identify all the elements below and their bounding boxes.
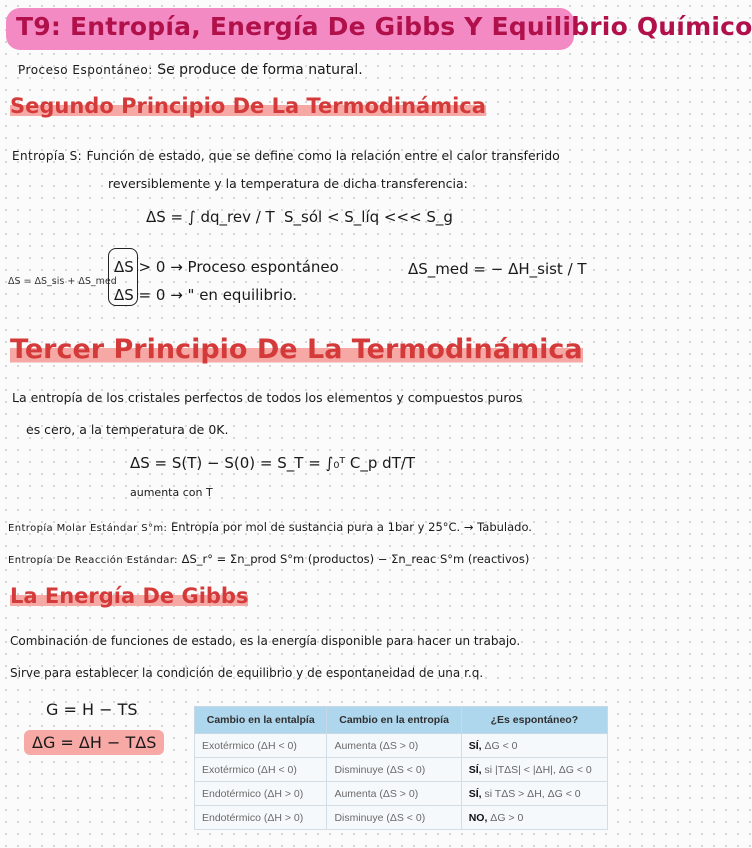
cell-answer: [461, 806, 607, 830]
third-law-line1: La entropía de los cristales perfectos de todos los elementos y compuestos puros: [12, 390, 523, 405]
spontaneity-table: [194, 706, 608, 830]
formula-note: aumenta con T: [130, 486, 213, 499]
header-spontaneous: ¿Es espontáneo?: [461, 707, 607, 734]
condition-spontaneous: ΔS > 0 → Proceso espontáneo: [114, 258, 339, 276]
cell-entropy: Aumenta (ΔS > 0): [327, 782, 461, 806]
answer-condition: si |TΔS| < |ΔH|, ΔG < 0: [481, 763, 592, 776]
cell-enthalpy: Endotérmico (ΔH > 0): [195, 782, 327, 806]
formula-dsmed: ΔS_med = − ΔH_sist / T: [408, 260, 587, 278]
answer-verdict: NO,: [468, 811, 488, 824]
cell-entropy: Disminuye (ΔS < 0): [327, 806, 461, 830]
header-entropy: Cambio en la entropía: [327, 707, 461, 734]
cell-enthalpy: Endotérmico (ΔH > 0): [195, 806, 327, 830]
third-law-line2: es cero, a la temperatura de 0K.: [26, 422, 229, 437]
answer-condition: ΔG > 0: [487, 811, 524, 824]
intro-label: Proceso Espontáneo:: [18, 63, 153, 77]
intro-line: [18, 62, 363, 78]
gibbs-eq-dg: ΔG = ΔH − TΔS: [24, 730, 164, 755]
gibbs-eq-g: G = H − TS: [46, 700, 138, 719]
answer-condition: si TΔS > ΔH, ΔG < 0: [481, 787, 581, 800]
formula-delta-s: ΔS = ∫ dq_rev / T: [146, 208, 275, 226]
answer-verdict: SÍ,: [468, 787, 482, 800]
cell-answer: [461, 734, 607, 758]
cell-answer: [461, 758, 607, 782]
header-enthalpy: Cambio en la entalpía: [195, 707, 327, 734]
cell-answer: [461, 782, 607, 806]
entropy-definition-line1: [12, 148, 560, 164]
intro-text: Se produce de forma natural.: [157, 62, 363, 78]
cell-enthalpy: Exotérmico (ΔH < 0): [195, 734, 327, 758]
reaction-formula: ΔS_r° = Σn_prod S°m (productos) − Σn_reac S°m (reactivos): [181, 552, 530, 566]
entropy-definition-line2: reversiblemente y la temperatura de dicha transferencia:: [108, 176, 468, 191]
cell-entropy: Disminuye (ΔS < 0): [327, 758, 461, 782]
answer-verdict: SÍ,: [468, 763, 482, 776]
std-molar-label: Entropía Molar Estándar S°m:: [8, 523, 168, 534]
page-title: T9: Entropía, Energía De Gibbs Y Equilibrio Químico: [16, 12, 752, 41]
table-row: [195, 782, 608, 806]
answer-verdict: SÍ,: [468, 739, 482, 752]
condition-equilibrium: ΔS = 0 → " en equilibrio.: [114, 286, 298, 304]
gibbs-line2: Sirve para establecer la condición de equilibrio y de espontaneidad de una r.q.: [10, 666, 484, 680]
section-heading-gibbs: La Energía De Gibbs: [10, 584, 249, 608]
table-row: [195, 758, 608, 782]
reaction-entropy-line: [8, 552, 529, 566]
std-molar-entropy-line: [8, 520, 532, 534]
side-note-ds-total: ΔS = ΔS_sis + ΔS_med: [8, 276, 117, 287]
table-header-row: [195, 707, 608, 734]
states-order: S_sól < S_líq <<< S_g: [284, 208, 453, 226]
gibbs-line1: Combinación de funciones de estado, es la energía disponible para hacer un trabajo.: [10, 634, 521, 648]
table-row: [195, 806, 608, 830]
third-law-formula: ΔS = S(T) − S(0) = S_T = ∫₀ᵀ C_p dT/T: [130, 454, 416, 472]
section-heading-tercer-principio: Tercer Principio De La Termodinámica: [10, 334, 583, 365]
table-row: [195, 734, 608, 758]
cell-enthalpy: Exotérmico (ΔH < 0): [195, 758, 327, 782]
reaction-label: Entropía De Reacción Estándar:: [8, 555, 178, 566]
section-heading-segundo-principio: Segundo Principio De La Termodinámica: [10, 94, 486, 118]
answer-condition: ΔG < 0: [481, 739, 518, 752]
entropy-label: Entropía S:: [12, 149, 83, 163]
cell-entropy: Aumenta (ΔS > 0): [327, 734, 461, 758]
entropy-def-text1: Función de estado, que se define como la relación entre el calor transferido: [86, 148, 560, 163]
std-molar-text: Entropía por mol de sustancia pura a 1bar y 25°C. → Tabulado.: [170, 520, 532, 534]
